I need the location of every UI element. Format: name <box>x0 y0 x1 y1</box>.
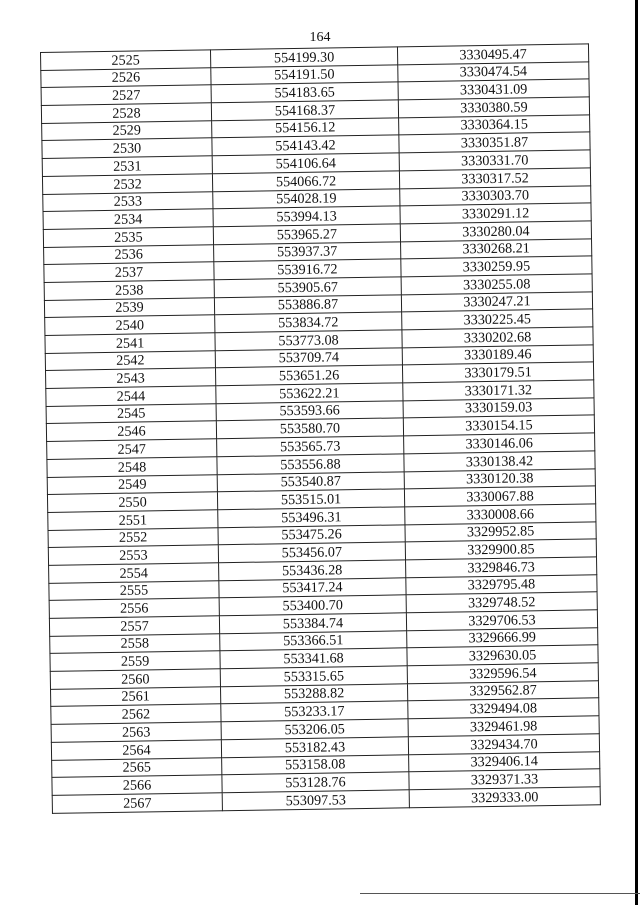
x-coordinate-cell: 553496.31 <box>218 507 405 528</box>
y-coordinate-cell: 3330067.88 <box>404 486 595 507</box>
x-coordinate-cell: 553886.87 <box>214 294 401 315</box>
y-coordinate-cell: 3330291.12 <box>400 203 591 224</box>
y-coordinate-cell: 3329666.99 <box>407 627 598 648</box>
y-coordinate-cell: 3330247.21 <box>401 291 592 312</box>
point-number-cell: 2525 <box>41 50 211 70</box>
y-coordinate-cell: 3330138.42 <box>404 451 595 472</box>
y-coordinate-cell: 3330303.70 <box>400 185 591 206</box>
x-coordinate-cell: 553965.27 <box>213 224 400 245</box>
y-coordinate-cell: 3329434.70 <box>408 734 599 755</box>
y-coordinate-cell: 3330259.95 <box>401 256 592 277</box>
coordinate-table-body <box>41 44 601 813</box>
y-coordinate-cell: 3329596.54 <box>407 663 598 684</box>
x-coordinate-cell: 553994.13 <box>213 206 400 227</box>
y-coordinate-cell: 3330364.15 <box>399 115 590 136</box>
x-coordinate-cell: 553400.70 <box>219 595 406 616</box>
x-coordinate-cell: 553651.26 <box>215 365 402 386</box>
scan-bottom-line <box>360 893 640 894</box>
x-coordinate-cell: 553556.88 <box>217 454 404 475</box>
y-coordinate-cell: 3330431.09 <box>398 79 589 100</box>
x-coordinate-cell: 553315.65 <box>220 666 407 687</box>
y-coordinate-cell: 3330268.21 <box>401 238 592 259</box>
x-coordinate-cell: 554199.30 <box>210 47 397 68</box>
y-coordinate-cell: 3330202.68 <box>402 327 593 348</box>
x-coordinate-cell: 553158.08 <box>222 754 409 775</box>
point-number-cell: 2537 <box>44 262 214 282</box>
point-number-cell: 2565 <box>52 757 222 777</box>
point-number-cell: 2541 <box>45 333 215 353</box>
y-coordinate-cell: 3330225.45 <box>402 309 593 330</box>
point-number-cell: 2544 <box>46 386 216 406</box>
page-number: 164 <box>309 30 331 45</box>
point-number-cell: 2564 <box>51 740 221 760</box>
y-coordinate-cell: 3330474.54 <box>398 62 589 83</box>
y-coordinate-cell: 3329461.98 <box>408 716 599 737</box>
x-coordinate-cell: 553097.53 <box>222 790 409 811</box>
point-number-cell: 2546 <box>46 421 216 441</box>
y-coordinate-cell: 3330189.46 <box>402 345 593 366</box>
point-number-cell: 2567 <box>52 793 222 813</box>
point-number-cell: 2554 <box>49 563 219 583</box>
x-coordinate-cell: 553366.51 <box>220 631 407 652</box>
point-number-cell: 2526 <box>41 68 211 88</box>
x-coordinate-cell: 553456.07 <box>218 542 405 563</box>
x-coordinate-cell: 553182.43 <box>221 737 408 758</box>
y-coordinate-cell: 3329846.73 <box>406 557 597 578</box>
point-number-cell: 2552 <box>48 527 218 547</box>
scan-edge-border <box>635 0 638 905</box>
y-coordinate-cell: 3330255.08 <box>401 274 592 295</box>
x-coordinate-cell: 553916.72 <box>214 259 401 280</box>
x-coordinate-cell: 554191.50 <box>211 65 398 86</box>
point-number-cell: 2563 <box>51 722 221 742</box>
y-coordinate-cell: 3329562.87 <box>407 681 598 702</box>
point-number-cell: 2538 <box>44 280 214 300</box>
y-coordinate-cell: 3330331.70 <box>399 150 590 171</box>
point-number-cell: 2533 <box>43 191 213 211</box>
x-coordinate-cell: 553417.24 <box>219 577 406 598</box>
point-number-cell: 2532 <box>42 174 212 194</box>
x-coordinate-cell: 554143.42 <box>212 135 399 156</box>
y-coordinate-cell: 3330159.03 <box>403 398 594 419</box>
y-coordinate-cell: 3329706.53 <box>406 610 597 631</box>
y-coordinate-cell: 3329795.48 <box>406 574 597 595</box>
point-number-cell: 2560 <box>50 669 220 689</box>
point-number-cell: 2551 <box>48 510 218 530</box>
x-coordinate-cell: 554066.72 <box>212 171 399 192</box>
point-number-cell: 2539 <box>44 297 214 317</box>
point-number-cell: 2530 <box>42 138 212 158</box>
x-coordinate-cell: 554168.37 <box>211 100 398 121</box>
y-coordinate-cell: 3330179.51 <box>402 362 593 383</box>
point-number-cell: 2528 <box>41 103 211 123</box>
x-coordinate-cell: 553341.68 <box>220 648 407 669</box>
point-number-cell: 2561 <box>51 686 221 706</box>
point-number-cell: 2529 <box>42 121 212 141</box>
y-coordinate-cell: 3329371.33 <box>409 769 600 790</box>
coordinate-table <box>40 43 601 813</box>
y-coordinate-cell: 3330380.59 <box>398 97 589 118</box>
x-coordinate-cell: 554156.12 <box>212 118 399 139</box>
x-coordinate-cell: 553834.72 <box>215 312 402 333</box>
point-number-cell: 2547 <box>47 439 217 459</box>
x-coordinate-cell: 554183.65 <box>211 82 398 103</box>
point-number-cell: 2550 <box>47 492 217 512</box>
point-number-cell: 2553 <box>48 545 218 565</box>
point-number-cell: 2555 <box>49 580 219 600</box>
point-number-cell: 2549 <box>47 474 217 494</box>
x-coordinate-cell: 553384.74 <box>219 613 406 634</box>
y-coordinate-cell: 3329333.00 <box>409 787 600 808</box>
x-coordinate-cell: 553288.82 <box>220 684 407 705</box>
x-coordinate-cell: 553565.73 <box>217 436 404 457</box>
coordinate-table-container <box>40 43 600 813</box>
x-coordinate-cell: 553233.17 <box>221 701 408 722</box>
y-coordinate-cell: 3330280.04 <box>400 221 591 242</box>
x-coordinate-cell: 553436.28 <box>219 560 406 581</box>
x-coordinate-cell: 553475.26 <box>218 524 405 545</box>
point-number-cell: 2566 <box>52 775 222 795</box>
point-number-cell: 2535 <box>43 227 213 247</box>
y-coordinate-cell: 3330146.06 <box>404 433 595 454</box>
y-coordinate-cell: 3330317.52 <box>399 168 590 189</box>
point-number-cell: 2543 <box>46 368 216 388</box>
x-coordinate-cell: 553937.37 <box>214 241 401 262</box>
point-number-cell: 2557 <box>49 616 219 636</box>
point-number-cell: 2534 <box>43 209 213 229</box>
y-coordinate-cell: 3330008.66 <box>405 504 596 525</box>
x-coordinate-cell: 553540.87 <box>217 471 404 492</box>
point-number-cell: 2527 <box>41 85 211 105</box>
point-number-cell: 2542 <box>45 350 215 370</box>
point-number-cell: 2559 <box>50 651 220 671</box>
point-number-cell: 2548 <box>47 457 217 477</box>
y-coordinate-cell: 3329494.08 <box>408 698 599 719</box>
x-coordinate-cell: 553905.67 <box>214 277 401 298</box>
y-coordinate-cell: 3329952.85 <box>405 521 596 542</box>
x-coordinate-cell: 553515.01 <box>217 489 404 510</box>
x-coordinate-cell: 553709.74 <box>215 348 402 369</box>
x-coordinate-cell: 553773.08 <box>215 330 402 351</box>
x-coordinate-cell: 553580.70 <box>216 418 403 439</box>
y-coordinate-cell: 3329900.85 <box>405 539 596 560</box>
point-number-cell: 2531 <box>42 156 212 176</box>
x-coordinate-cell: 554028.19 <box>213 188 400 209</box>
point-number-cell: 2545 <box>46 404 216 424</box>
y-coordinate-cell: 3330154.15 <box>403 415 594 436</box>
y-coordinate-cell: 3330171.32 <box>403 380 594 401</box>
y-coordinate-cell: 3329406.14 <box>409 751 600 772</box>
y-coordinate-cell: 3330120.38 <box>404 468 595 489</box>
point-number-cell: 2540 <box>45 315 215 335</box>
point-number-cell: 2556 <box>49 598 219 618</box>
x-coordinate-cell: 553593.66 <box>216 401 403 422</box>
y-coordinate-cell: 3329748.52 <box>406 592 597 613</box>
y-coordinate-cell: 3329630.05 <box>407 645 598 666</box>
point-number-cell: 2536 <box>44 244 214 264</box>
point-number-cell: 2558 <box>50 633 220 653</box>
x-coordinate-cell: 553206.05 <box>221 719 408 740</box>
x-coordinate-cell: 553128.76 <box>222 772 409 793</box>
x-coordinate-cell: 553622.21 <box>216 383 403 404</box>
y-coordinate-cell: 3330351.87 <box>399 132 590 153</box>
point-number-cell: 2562 <box>51 704 221 724</box>
x-coordinate-cell: 554106.64 <box>212 153 399 174</box>
y-coordinate-cell: 3330495.47 <box>397 44 588 65</box>
